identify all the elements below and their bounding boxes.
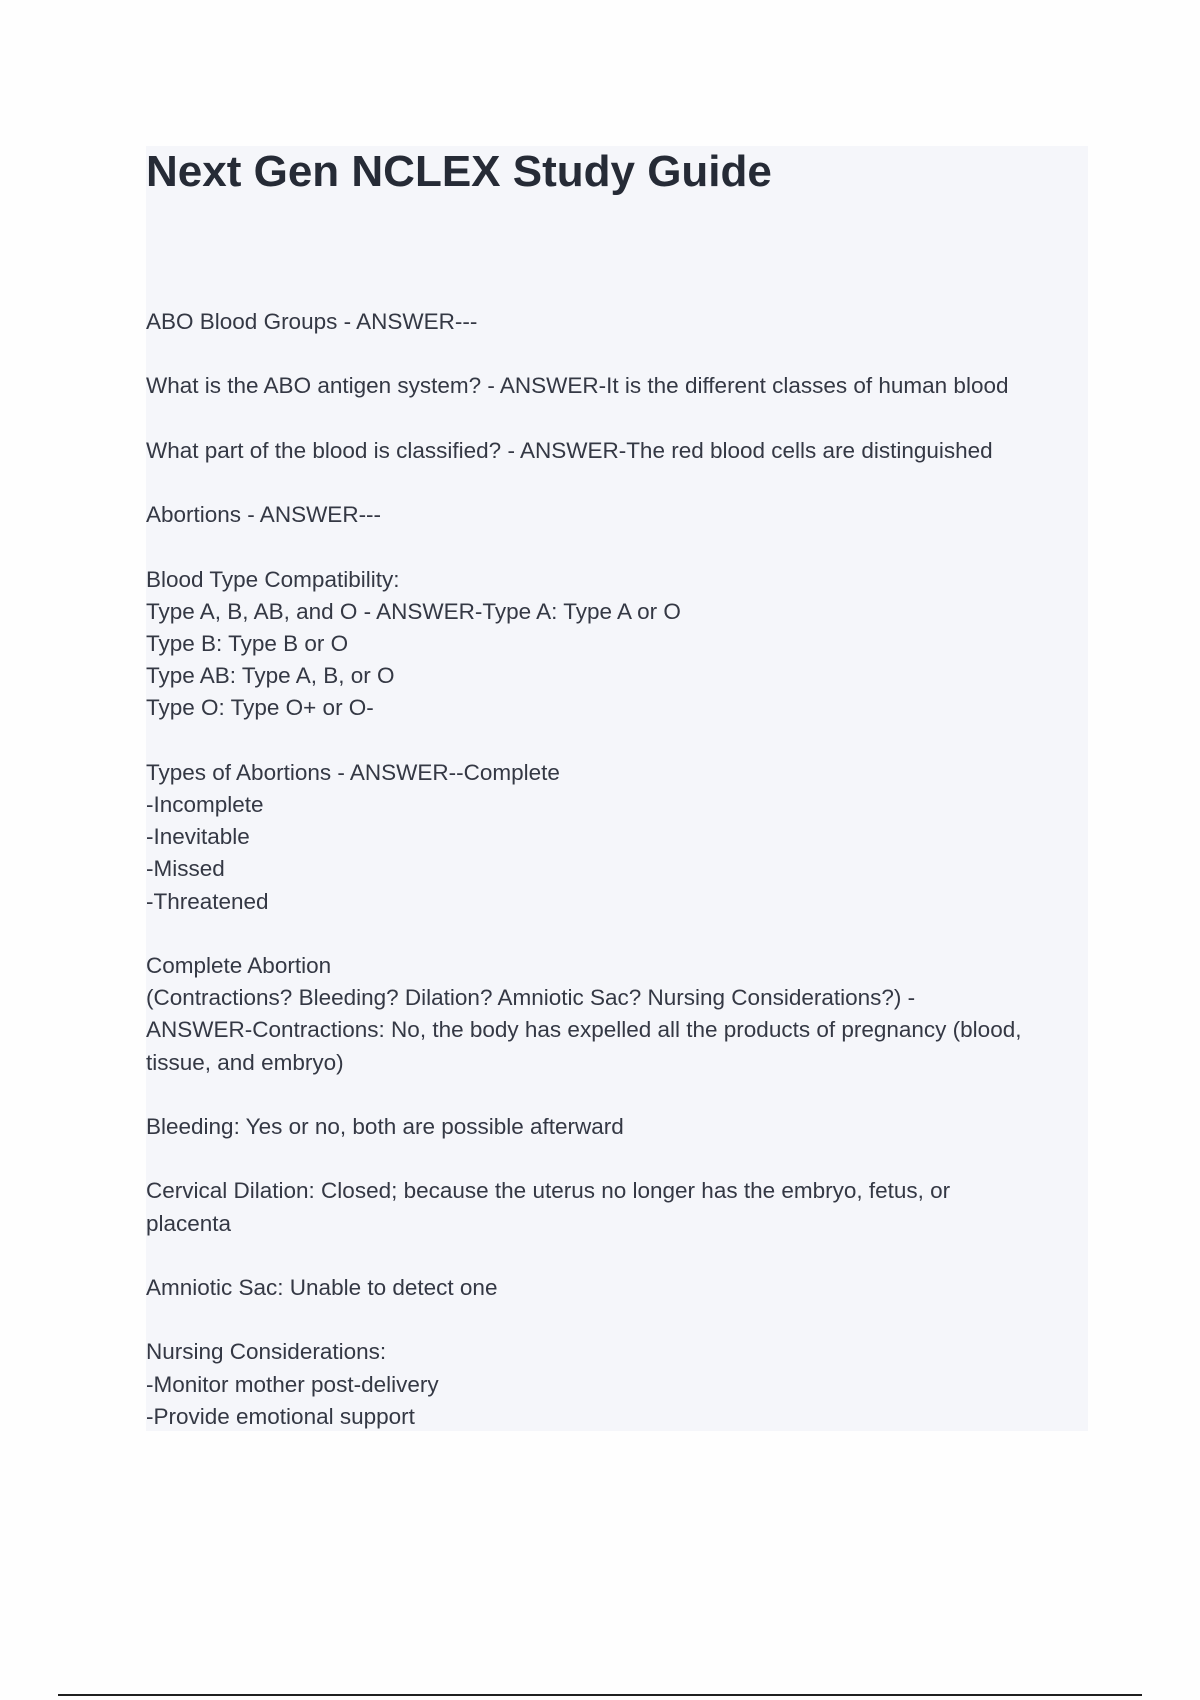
text-line: Bleeding: Yes or no, both are possible afterward bbox=[146, 1113, 624, 1139]
text-line: Complete Abortion bbox=[146, 952, 332, 978]
qa-block-blood-classified bbox=[146, 435, 1096, 467]
text-line: What part of the blood is classified? - ANSWER-The red blood cells are distinguished bbox=[146, 437, 993, 463]
text-line: Abortions - ANSWER--- bbox=[146, 502, 382, 528]
text-line: Type B: Type B or O bbox=[146, 630, 349, 656]
text-line: ABO Blood Groups - ANSWER--- bbox=[146, 309, 478, 334]
text-line: Type A, B, AB, and O - ANSWER-Type A: Type A or O bbox=[146, 598, 681, 624]
text-line: Type AB: Type A, B, or O bbox=[146, 663, 395, 689]
qa-block-cervical-dilation bbox=[146, 1175, 1096, 1239]
text-line: -Monitor mother post-delivery bbox=[146, 1371, 439, 1397]
text-line: (Contractions? Bleeding? Dilation? Amniotic Sac? Nursing Considerations?) - bbox=[146, 985, 916, 1011]
qa-block-blood-type-compatibility bbox=[146, 564, 1096, 725]
qa-block-abortions bbox=[146, 499, 1096, 531]
qa-block-abo-blood-groups bbox=[146, 306, 1096, 338]
qa-block-nursing-considerations bbox=[146, 1336, 1096, 1433]
text-line: Type O: Type O+ or O- bbox=[146, 695, 374, 721]
qa-block-bleeding bbox=[146, 1111, 1096, 1143]
qa-block-types-of-abortions bbox=[146, 757, 1096, 918]
document-title: Next Gen NCLEX Study Guide bbox=[146, 147, 772, 196]
text-line: Types of Abortions - ANSWER--Complete bbox=[146, 759, 560, 785]
text-line: -Threatened bbox=[146, 888, 269, 914]
text-line: Nursing Considerations: bbox=[146, 1339, 387, 1365]
qa-block-amniotic-sac bbox=[146, 1272, 1096, 1304]
footer-divider bbox=[58, 1694, 1142, 1696]
text-line: -Inevitable bbox=[146, 824, 250, 850]
text-line: Blood Type Compatibility: bbox=[146, 566, 400, 592]
text-line: -Incomplete bbox=[146, 791, 264, 817]
text-line: -Missed bbox=[146, 856, 225, 882]
text-line: What is the ABO antigen system? - ANSWER-It is the different classes of human blood bbox=[146, 373, 1009, 399]
text-line: placenta bbox=[146, 1210, 232, 1236]
qa-block-abo-antigen-system bbox=[146, 370, 1096, 402]
text-line: -Provide emotional support bbox=[146, 1403, 415, 1429]
text-line: Amniotic Sac: Unable to detect one bbox=[146, 1274, 498, 1300]
document-body bbox=[146, 306, 1096, 1465]
text-line: ANSWER-Contractions: No, the body has expelled all the products of pregnancy (blood, bbox=[146, 1017, 1022, 1043]
text-line: tissue, and embryo) bbox=[146, 1049, 344, 1075]
text-line: Cervical Dilation: Closed; because the uterus no longer has the embryo, fetus, or bbox=[146, 1178, 951, 1204]
qa-block-complete-abortion bbox=[146, 950, 1096, 1079]
